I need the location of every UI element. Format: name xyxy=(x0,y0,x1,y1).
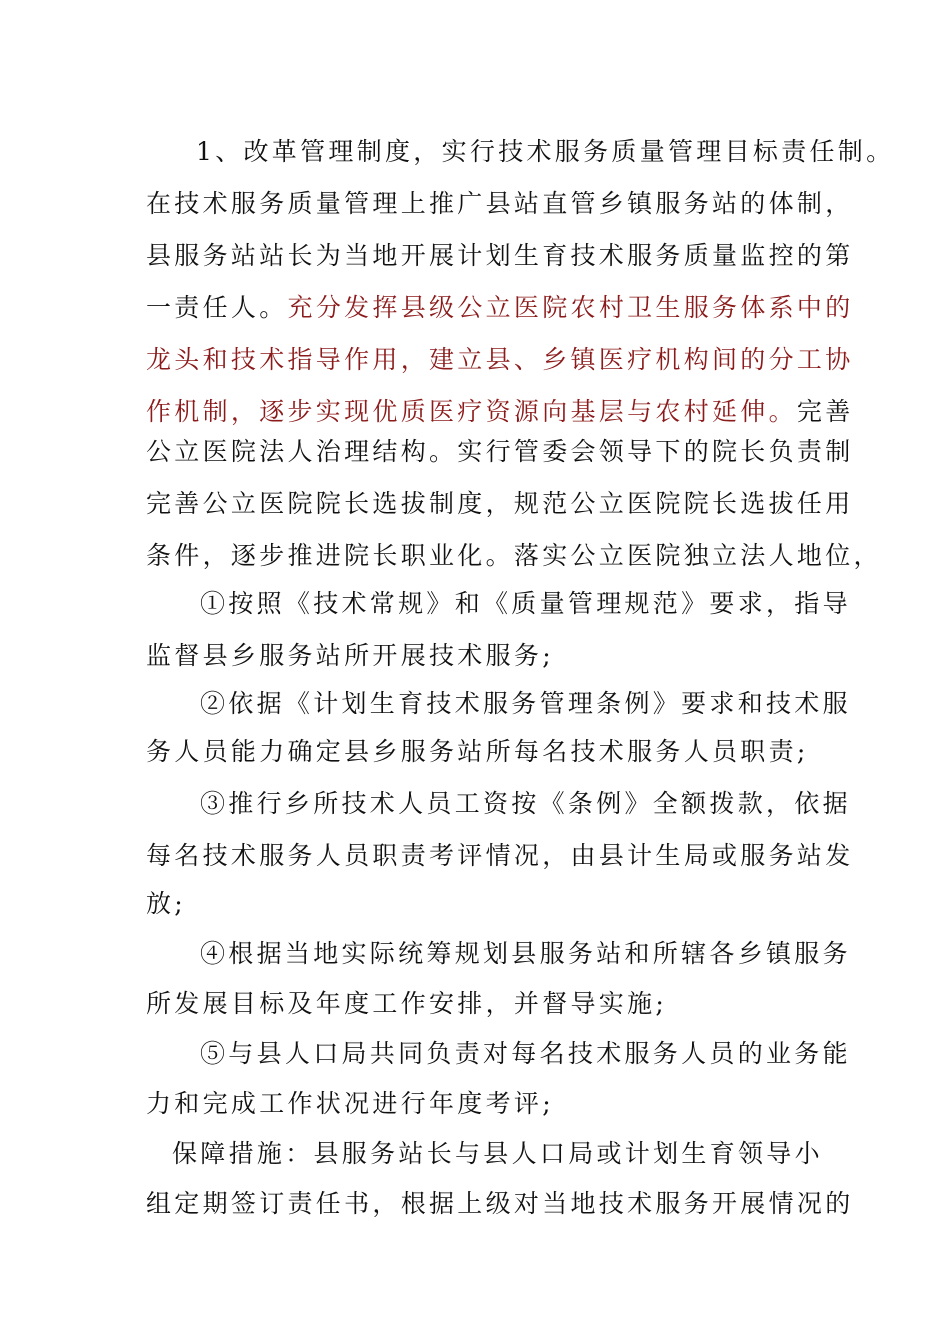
line-text: 条件，逐步推进院长职业化。落实公立医院独立法人地位， xyxy=(146,541,882,570)
text-line xyxy=(146,784,880,824)
line-text: 一责任人。 xyxy=(146,293,288,322)
text-line xyxy=(146,1134,852,1174)
text-line xyxy=(146,432,854,472)
highlighted-text: 龙头和技术指导作用，建立县、乡镇医疗机构间的分工协 xyxy=(146,345,854,374)
text-line xyxy=(146,984,826,1024)
line-text: 公立医院法人治理结构。实行管委会领导下的院长负责制 xyxy=(146,437,854,466)
text-line xyxy=(146,584,880,624)
text-line xyxy=(146,934,880,974)
line-text: 每名技术服务人员职责考评情况，由县计生局或服务站发 xyxy=(146,841,854,870)
line-text: 所发展目标及年度工作安排，并督导实施; xyxy=(146,989,668,1018)
text-line xyxy=(146,1184,854,1224)
text-line xyxy=(146,1034,880,1074)
line-text: 县服务站站长为当地开展计划生育技术服务质量监控的第 xyxy=(146,241,854,270)
line-text: 1、改革管理制度，实行技术服务质量管理目标责任制。 xyxy=(196,137,895,166)
line-text: 组定期签订责任书，根据上级对当地技术服务开展情况的 xyxy=(146,1189,854,1218)
text-line xyxy=(146,732,826,772)
line-text: ①按照《技术常规》和《质量管理规范》要求，指导 xyxy=(200,589,851,618)
line-text: ③推行乡所技术人员工资按《条例》全额拨款，依据 xyxy=(200,789,851,818)
text-line xyxy=(146,132,895,172)
text-line xyxy=(146,836,854,876)
highlighted-text: 作机制，逐步实现优质医疗资源向基层与农村延伸。 xyxy=(146,397,797,426)
highlighted-text: 充分发挥县级公立医院农村卫生服务体系中的 xyxy=(287,293,854,322)
text-line xyxy=(146,1084,826,1124)
line-text: 保障措施：县服务站长与县人口局或计划生育领导小 xyxy=(172,1139,823,1168)
text-line xyxy=(146,884,826,924)
text-line xyxy=(146,536,882,576)
line-text: 监督县乡服务站所开展技术服务; xyxy=(146,641,554,670)
text-line xyxy=(146,340,854,380)
text-line xyxy=(146,684,880,724)
line-text: 完善 xyxy=(796,397,854,426)
line-text: 在技术服务质量管理上推广县站直管乡镇服务站的体制， xyxy=(146,189,854,218)
line-text: ⑤与县人口局共同负责对每名技术服务人员的业务能 xyxy=(200,1039,851,1068)
text-line xyxy=(146,184,854,224)
line-text: 务人员能力确定县乡服务站所每名技术服务人员职责; xyxy=(146,737,809,766)
text-line xyxy=(146,484,854,524)
line-text: 放; xyxy=(146,889,187,918)
text-line xyxy=(146,288,854,328)
text-line xyxy=(146,392,854,432)
line-text: ②依据《计划生育技术服务管理条例》要求和技术服 xyxy=(200,689,851,718)
line-text: ④根据当地实际统筹规划县服务站和所辖各乡镇服务 xyxy=(200,939,851,968)
text-line xyxy=(146,236,854,276)
line-text: 力和完成工作状况进行年度考评; xyxy=(146,1089,554,1118)
text-line xyxy=(146,636,826,676)
line-text: 完善公立医院院长选拔制度，规范公立医院院长选拔任用 xyxy=(146,489,854,518)
